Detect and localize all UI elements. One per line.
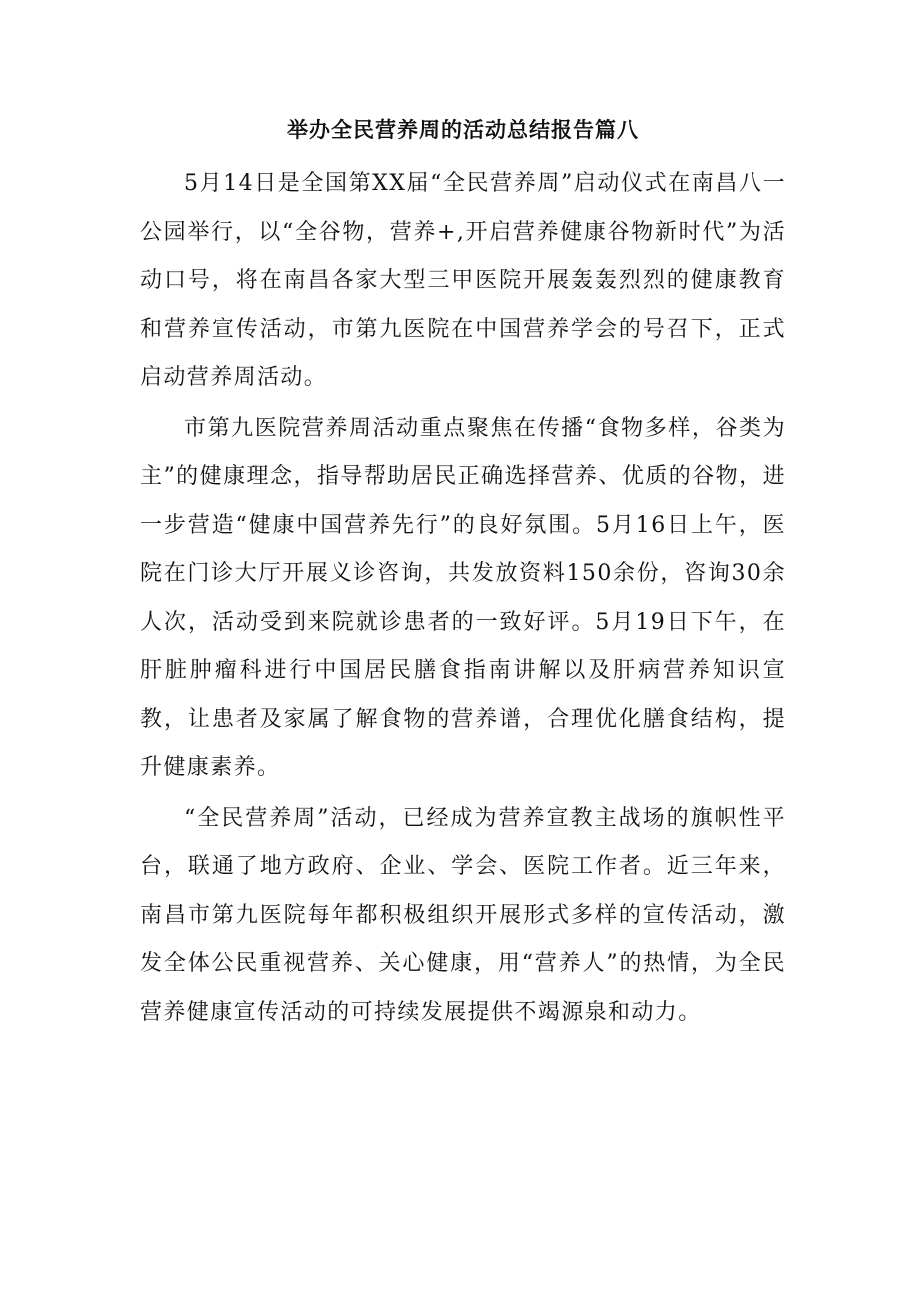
document-title: 举办全民营养周的活动总结报告篇八 [287,117,639,142]
paragraph-3: “全民营养周”活动，已经成为营养宣教主战场的旗帜性平台，联通了地方政府、企业、学会、医院工作者。近三年来，南昌市第九医院每年都积极组织开展形式多样的宣传活动，激发全体公民重视营养、关心健康，用“营养人”的热情，为全民营养健康宣传活动的可持续发展提供不竭源泉和动力。 [140,805,786,1025]
paragraph-1: 5月14日是全国第XX届“全民营养周”启动仪式在南昌八一公园举行，以“全谷物，营养+,开启营养健康谷物新时代”为活动口号，将在南昌各家大型三甲医院开展轰轰烈烈的健康教育和营养宣传活动，市第九医院在中国营养学会的号召下，正式启动营养周活动。 [140,171,786,390]
document-page [140,112,786,1039]
paragraph-2: 市第九医院营养周活动重点聚焦在传播“食物多样，谷类为主”的健康理念，指导帮助居民正确选择营养、优质的谷物，进一步营造“健康中国营养先行”的良好氛围。5月16日上午，医院在门诊大厅开展义诊咨询，共发放资料150余份，咨询30余人次，活动受到来院就诊患者的一致好评。5月19日下午，在肝脏肿瘤科进行中国居民膳食指南讲解以及肝病营养知识宣教，让患者及家属了解食物的营养谱，合理优化膳食结构，提升健康素养。 [140,415,786,780]
